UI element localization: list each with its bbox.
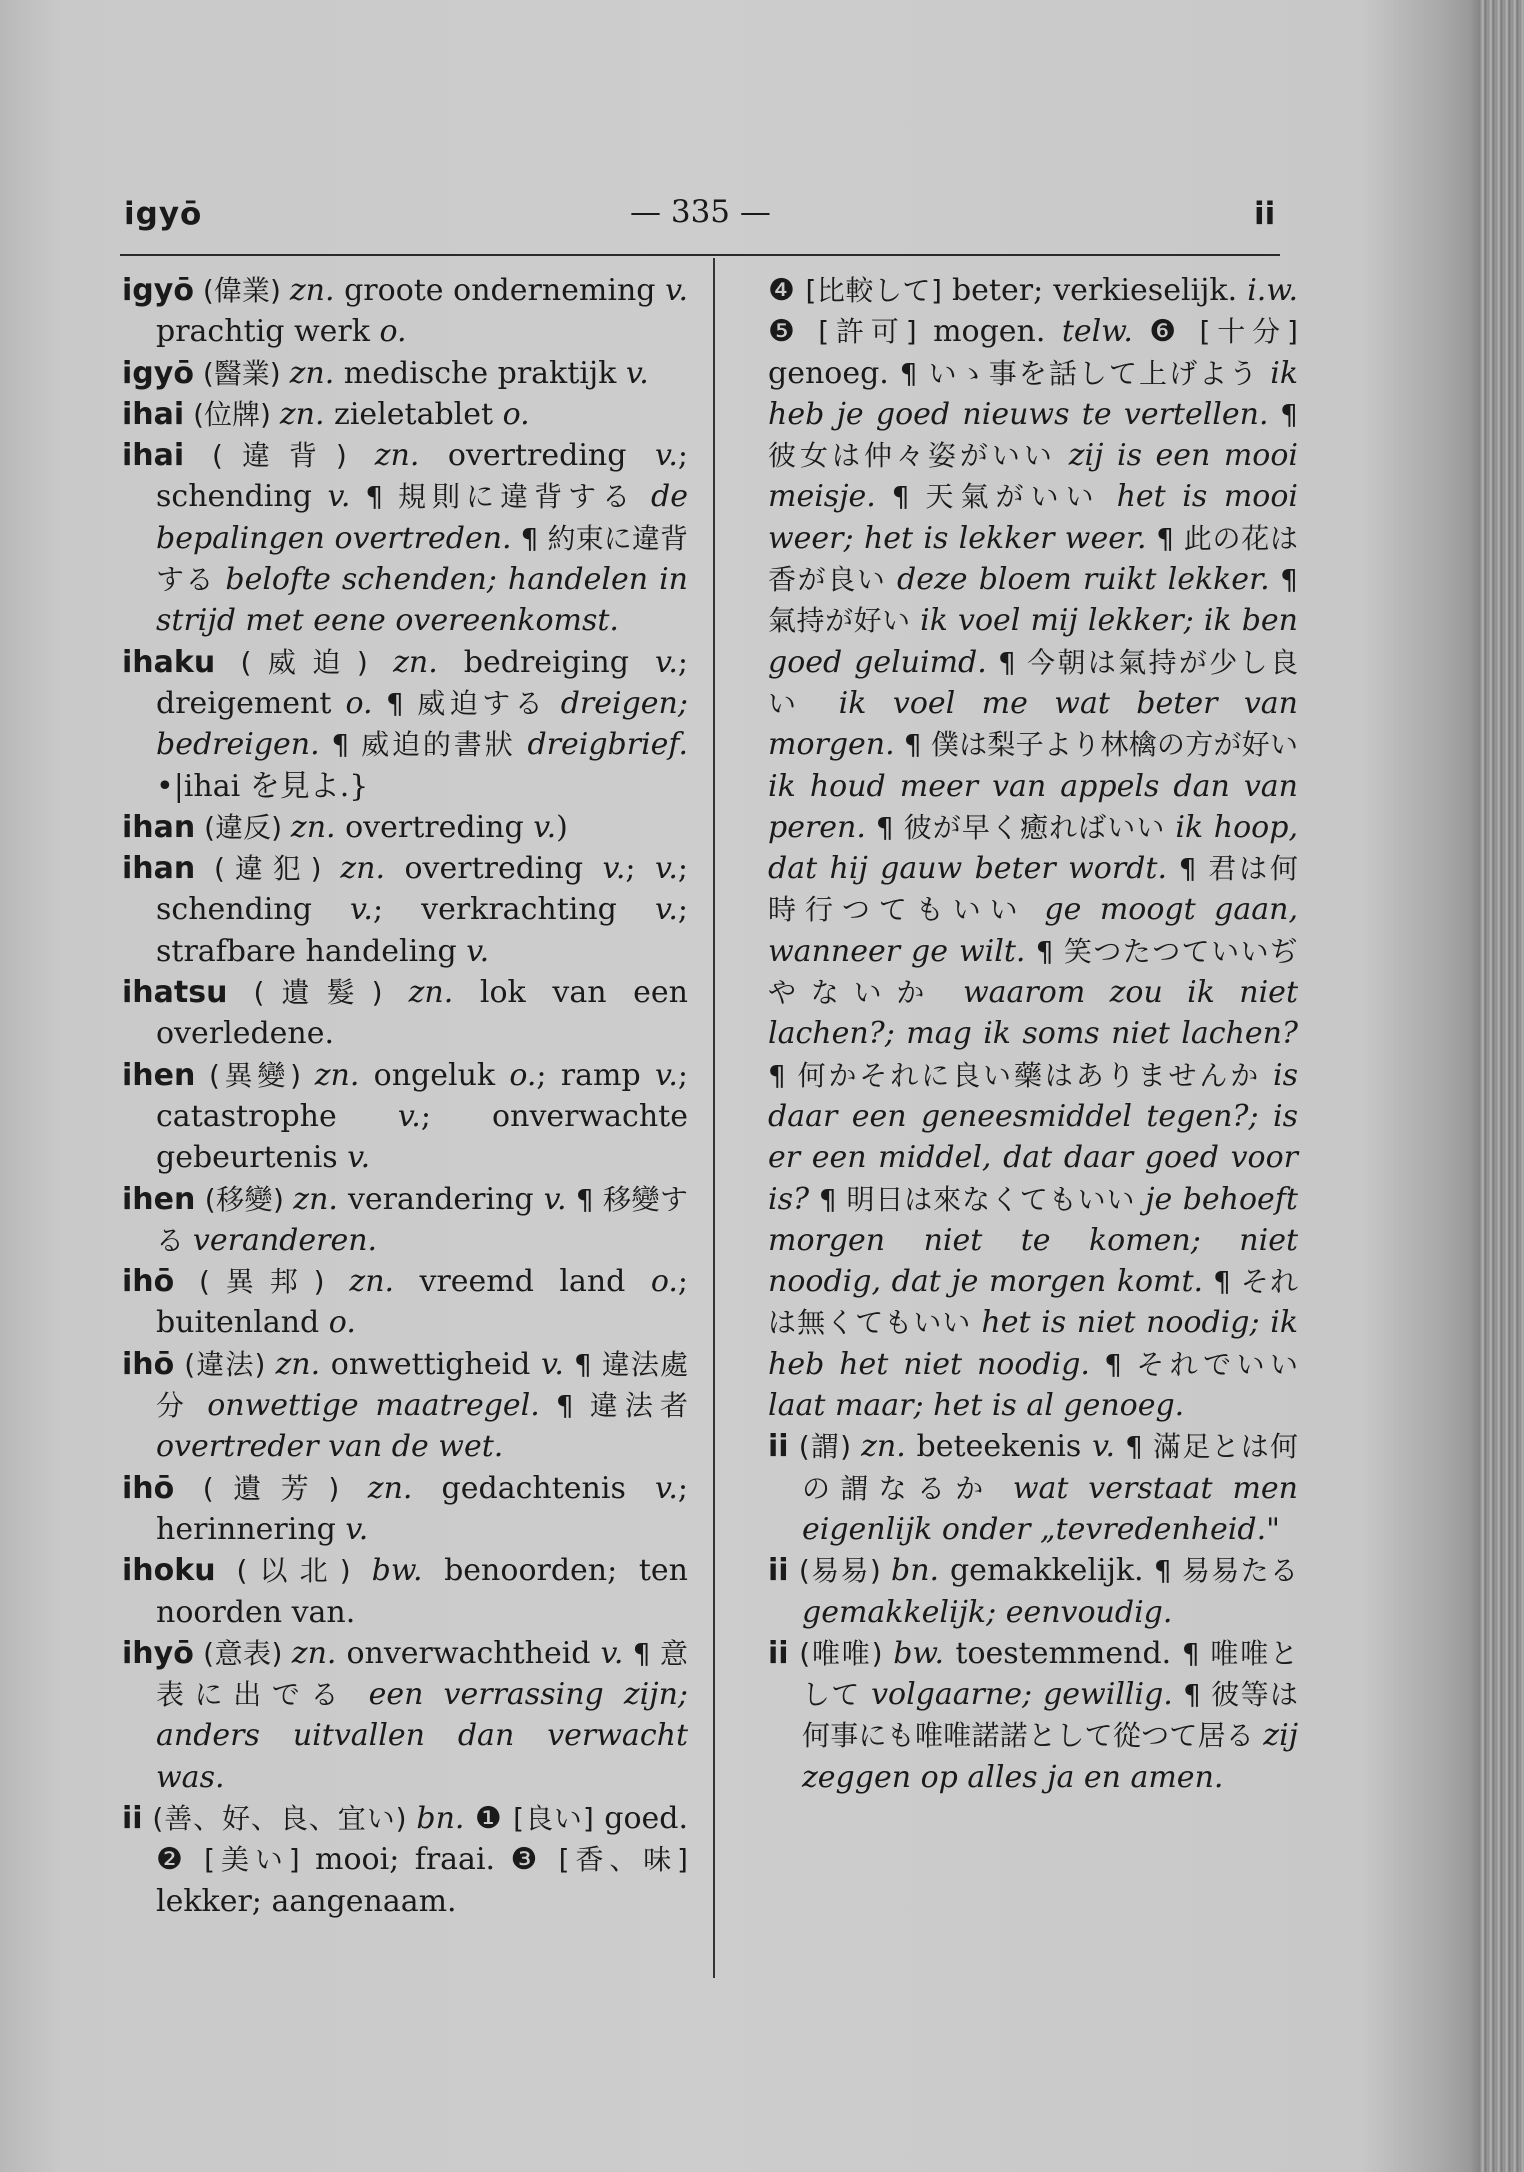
italic-text: het is mooi weer; het is lekker weer.	[768, 479, 1298, 556]
entry-kanji: [香、味]	[558, 1843, 688, 1877]
entry-text: ongeluk	[359, 1057, 510, 1093]
italic-text: ge moogt gaan, wanneer ge wilt.	[768, 892, 1298, 969]
entry-text: •|ihai を見よ.}	[156, 768, 369, 804]
entry-kanji: (異邦)	[174, 1265, 350, 1299]
italic-text: bw.	[371, 1553, 423, 1589]
dictionary-entry	[122, 642, 688, 807]
italic-text: veranderen.	[192, 1222, 378, 1258]
japanese-example: ¶ 今朝は氣持が少し良い	[768, 645, 1298, 720]
italic-text: overtreder van de wet.	[156, 1429, 504, 1465]
entry-kanji: (遺髮)	[227, 976, 409, 1010]
entry-text: ; ramp	[536, 1057, 655, 1093]
entry-kanji: [十分]	[1199, 315, 1298, 349]
dictionary-entry	[122, 1179, 688, 1262]
italic-text: zn.	[293, 1181, 338, 1217]
entry-text: ❹	[768, 273, 806, 308]
japanese-example: ¶ 規則に違背する	[350, 480, 652, 514]
dictionary-entry	[122, 1344, 688, 1468]
japanese-example: ¶ 威迫的書狀	[319, 728, 528, 762]
dictionary-entry	[122, 1055, 688, 1179]
entry-text: gemakkelijk.	[939, 1553, 1144, 1589]
italic-text: is daar een geneesmiddel tegen?; is er een middel, dat daar goed voor is?	[768, 1057, 1298, 1217]
entry-headword: ihai	[122, 396, 185, 432]
entry-text: beteekenis	[905, 1429, 1093, 1465]
dictionary-entry	[122, 394, 688, 435]
entry-headword: igyō	[122, 355, 194, 391]
italic-text: zn.	[861, 1429, 906, 1465]
italic-text: een verrassing zijn; anders uitvallen dan verwacht was.	[156, 1677, 688, 1795]
entry-kanji: (易易)	[788, 1554, 892, 1588]
entry-text: gedachtenis	[412, 1470, 655, 1506]
entry-kanji: (唯唯)	[788, 1636, 894, 1670]
dictionary-entry	[122, 353, 688, 394]
japanese-example: ¶ 威迫する	[372, 686, 561, 720]
japanese-example: ¶ 君は何時行つてもいい	[768, 852, 1298, 927]
italic-text: zn.	[275, 1346, 321, 1382]
italic-text: i.w.	[1247, 273, 1298, 308]
left-column	[122, 270, 688, 1922]
italic-text: v.	[397, 1098, 421, 1134]
entry-kanji: (異變)	[195, 1058, 315, 1092]
italic-text: zn.	[367, 1470, 413, 1506]
dictionary-entry	[122, 848, 688, 972]
entry-text: vreemd land	[394, 1264, 651, 1300]
entry-text: medische praktijk	[334, 355, 626, 391]
italic-text: o.	[328, 1305, 356, 1341]
dictionary-entry	[122, 807, 688, 848]
entry-kanji: (醫業)	[193, 356, 290, 390]
italic-text: v.	[466, 933, 490, 969]
entry-headword: ihyō	[122, 1635, 194, 1671]
japanese-example: ¶ 移變する	[156, 1182, 688, 1257]
japanese-example: ¶ 氣持が好い	[768, 563, 1298, 638]
japanese-example: ¶ 彼等は何事にも唯唯諾諾として從つて居る	[802, 1678, 1298, 1753]
japanese-example: ¶ 易易たる	[1143, 1554, 1298, 1588]
entry-text: overtreding	[385, 851, 603, 887]
entry-kanji: [良い]	[513, 1801, 594, 1835]
italic-text: ik heb je goed nieuws te vertellen.	[768, 355, 1298, 432]
italic-text: zn.	[289, 355, 335, 391]
italic-text: v.	[533, 809, 557, 845]
italic-text: ik hoop, dat hij gauw beter wordt.	[768, 809, 1298, 887]
page-number: — 335 —	[630, 194, 771, 230]
right-column	[768, 270, 1298, 1798]
entry-text: ; schending	[156, 438, 688, 515]
italic-text: ik voel mij lekker; ik ben goed geluimd.	[768, 603, 1299, 680]
entry-text: onverwachtheid	[336, 1635, 601, 1671]
italic-text: v.	[654, 644, 678, 680]
entry-text: mogen.	[916, 314, 1062, 350]
japanese-example: ¶ 滿足とは何の謂なるか	[802, 1430, 1298, 1505]
entry-kanji: (移變)	[195, 1182, 294, 1216]
italic-text: waarom zou ik niet lachen?; mag ik soms niet lachen?	[768, 975, 1298, 1052]
italic-text: o.	[650, 1264, 678, 1300]
japanese-example: ¶ 唯唯として	[802, 1636, 1299, 1712]
italic-text: zn.	[314, 1057, 360, 1093]
italic-text: bn.	[891, 1553, 940, 1589]
italic-text: zn.	[349, 1264, 395, 1300]
header-guide-word-right: ii	[1254, 196, 1276, 232]
italic-text: v.	[350, 892, 373, 928]
entry-text: ❶	[464, 1800, 514, 1836]
entry-kanji: (遺芳)	[174, 1471, 368, 1505]
column-divider	[713, 258, 715, 1978]
entry-text: ; onverwachte gebeurtenis	[156, 1098, 688, 1176]
dictionary-entry	[122, 270, 688, 353]
italic-text: ik voel me wat beter van morgen.	[768, 685, 1298, 763]
italic-text: laat maar; het is al genoeg.	[768, 1388, 1185, 1424]
dictionary-entry	[122, 1468, 688, 1551]
italic-text: zn.	[374, 438, 420, 474]
entry-headword: ihan	[122, 809, 196, 845]
italic-text: zn.	[279, 396, 325, 432]
entry-kanji: (違犯)	[195, 852, 341, 886]
italic-text: zij zeggen op alles ja en amen.	[802, 1718, 1298, 1795]
italic-text: v.	[654, 1057, 678, 1093]
entry-text: verandering	[337, 1181, 544, 1217]
entry-text: zieletablet	[324, 396, 503, 432]
entry-kanji: (意表)	[193, 1636, 292, 1670]
entry-kanji: (以北)	[215, 1554, 372, 1588]
entry-text: onwettigheid	[320, 1346, 542, 1382]
entry-text: lekker; aangenaam.	[156, 1883, 457, 1919]
dictionary-entry	[122, 1633, 688, 1798]
entry-text: goed. ❷	[156, 1800, 688, 1878]
entry-headword: ihan	[122, 851, 196, 887]
italic-text: dreigbrief.	[527, 727, 688, 763]
entry-text: overtreding	[335, 809, 534, 845]
italic-text: zn.	[291, 1635, 337, 1671]
dictionary-entry	[122, 1261, 688, 1344]
italic-text: het is niet noodig; ik heb het niet noodig.	[768, 1305, 1298, 1382]
entry-headword: ihō	[122, 1264, 175, 1300]
italic-text: belofte schenden; handelen in strijd met eene overeenkomst.	[156, 562, 688, 639]
entry-headword: ii	[768, 1429, 789, 1465]
italic-text: o.	[379, 314, 407, 350]
entry-text: )	[556, 809, 568, 845]
dictionary-entry	[122, 1798, 688, 1922]
entry-continuation	[768, 270, 1298, 1426]
italic-text: zij is een mooi meisje.	[768, 438, 1298, 515]
italic-text: v.	[654, 892, 678, 928]
italic-text: o.	[345, 685, 373, 721]
dictionary-entry	[122, 435, 688, 641]
italic-text: v.	[543, 1181, 567, 1217]
entry-text: ; verkrachting	[372, 892, 655, 928]
italic-text: v.	[345, 1511, 369, 1547]
japanese-example: ¶ 彼が早く癒ればいい	[865, 810, 1176, 844]
entry-kanji: [美い]	[204, 1843, 300, 1877]
japanese-example: ¶ 此の花は香が良い	[768, 521, 1298, 597]
japanese-example: ¶ 笑つたつていいぢやないか	[768, 934, 1299, 1010]
header-guide-word-left: igyō	[124, 196, 203, 232]
italic-text: v.	[541, 1346, 564, 1382]
italic-text: v.	[602, 851, 626, 887]
entry-text: lok van een overledene.	[156, 975, 688, 1052]
italic-text: v.	[654, 1470, 678, 1506]
italic-text: v.	[654, 438, 678, 474]
italic-text: de bepalingen overtreden.	[156, 479, 688, 556]
entry-headword: ihen	[122, 1181, 196, 1217]
italic-text: zn.	[289, 273, 335, 308]
japanese-example: ¶ 彼女は仲々姿がいい	[768, 397, 1298, 473]
entry-kanji: (位牌)	[184, 397, 280, 431]
italic-text: v.	[665, 273, 688, 308]
entry-headword: ihō	[122, 1470, 175, 1506]
entry-text: ; catastrophe	[156, 1057, 688, 1134]
italic-text: wat verstaat men eigenlijk onder „tevredenheid."	[802, 1470, 1298, 1547]
italic-text: volgaarne; gewillig.	[871, 1677, 1173, 1713]
entry-text: overtreding	[419, 438, 655, 474]
entry-text: ; strafbare handeling	[156, 892, 688, 969]
italic-text: o.	[509, 1057, 537, 1093]
japanese-example: ¶ 僕は梨子より林檎の方が好い	[894, 728, 1298, 762]
entry-text: groote onderneming	[334, 273, 666, 308]
italic-text: v.	[327, 479, 351, 515]
entry-text: mooi; fraai. ❸	[299, 1842, 559, 1878]
japanese-example: ¶ 何かそれに良い藥はありませんか	[768, 1058, 1273, 1092]
entry-headword: ihen	[122, 1057, 196, 1093]
entry-text: ;	[625, 851, 655, 887]
italic-text: v.	[347, 1140, 371, 1176]
entry-kanji: (違法)	[174, 1347, 276, 1381]
italic-text: v.	[625, 355, 649, 391]
entry-kanji: (威迫)	[215, 645, 394, 679]
italic-text: v.	[654, 851, 678, 887]
dictionary-entry	[768, 1633, 1298, 1798]
japanese-example: ¶ 天氣がいい	[875, 480, 1117, 514]
italic-text: zn.	[340, 851, 386, 887]
japanese-example: ¶ 違法者	[539, 1389, 688, 1423]
dictionary-entry	[768, 1550, 1298, 1633]
entry-headword: ii	[768, 1553, 789, 1589]
japanese-example: ¶ それでいい	[1089, 1347, 1298, 1381]
italic-text: telw.	[1061, 314, 1133, 350]
entry-kanji: (謂)	[788, 1430, 862, 1464]
entry-headword: ihai	[122, 438, 185, 474]
japanese-example: ¶ 意表に出でる	[156, 1636, 688, 1712]
entry-headword: igyō	[122, 273, 194, 308]
entry-headword: ihaku	[122, 644, 216, 680]
entry-text: benoorden; ten noorden van.	[156, 1553, 688, 1630]
entry-text: prachtig werk	[156, 314, 380, 350]
italic-text: bn.	[416, 1800, 465, 1836]
entry-headword: ii	[768, 1635, 789, 1671]
entry-text: genoeg.	[768, 355, 889, 391]
entry-kanji: [比較して]	[805, 274, 942, 307]
italic-text: v.	[600, 1635, 624, 1671]
entry-text: ; buitenland	[156, 1264, 688, 1341]
dictionary-entry	[122, 972, 688, 1055]
japanese-example: ¶ いゝ事を話して上げよう	[888, 356, 1271, 390]
entry-headword: ii	[122, 1800, 143, 1836]
entry-text: beter; verkieselijk.	[941, 273, 1248, 308]
italic-text: dreigen; bedreigen.	[156, 685, 688, 763]
italic-text: je behoeft morgen niet te komen; niet noodig, dat je morgen komt.	[768, 1181, 1298, 1300]
header-rule	[120, 254, 1280, 256]
entry-text: ❺	[768, 314, 819, 350]
entry-kanji: (善、好、良、宜い)	[142, 1801, 417, 1835]
italic-text: zn.	[393, 644, 438, 680]
italic-text: bw.	[893, 1635, 945, 1671]
entry-headword: ihoku	[122, 1553, 216, 1589]
entry-kanji: (違反)	[195, 810, 291, 844]
entry-headword: ihatsu	[122, 975, 228, 1011]
japanese-example: ¶ それは無くてもいい	[768, 1265, 1298, 1340]
japanese-example: ¶ 違法處分	[156, 1347, 688, 1423]
dictionary-entry	[122, 1550, 688, 1633]
entry-text: toestemmend.	[944, 1635, 1172, 1671]
entry-kanji: [許可]	[818, 315, 917, 349]
book-page-edge	[1480, 0, 1524, 2172]
italic-text: v.	[1092, 1429, 1116, 1465]
japanese-example: ¶ 約束に違背する	[156, 521, 688, 597]
entry-kanji: (違背)	[184, 439, 375, 473]
entry-text: ❻	[1132, 314, 1200, 350]
italic-text: zn.	[290, 809, 336, 845]
italic-text: onwettige maatregel.	[207, 1388, 540, 1424]
entry-headword: ihō	[122, 1346, 175, 1382]
italic-text: ik houd meer van appels dan van peren.	[768, 768, 1298, 845]
entry-text: ; schending	[156, 851, 688, 928]
entry-text: ; dreigement	[156, 644, 688, 721]
italic-text: o.	[502, 396, 530, 432]
italic-text: gemakkelijk; eenvoudig.	[802, 1594, 1173, 1630]
entry-text: ; herinnering	[156, 1470, 688, 1547]
japanese-example: ¶ 明日は來なくてもいい	[809, 1182, 1146, 1216]
entry-kanji: (偉業)	[193, 274, 290, 307]
italic-text: deze bloem ruikt lekker.	[897, 562, 1270, 598]
italic-text: zn.	[408, 975, 454, 1011]
entry-text: bedreiging	[437, 644, 655, 680]
dictionary-entry	[768, 1426, 1298, 1550]
